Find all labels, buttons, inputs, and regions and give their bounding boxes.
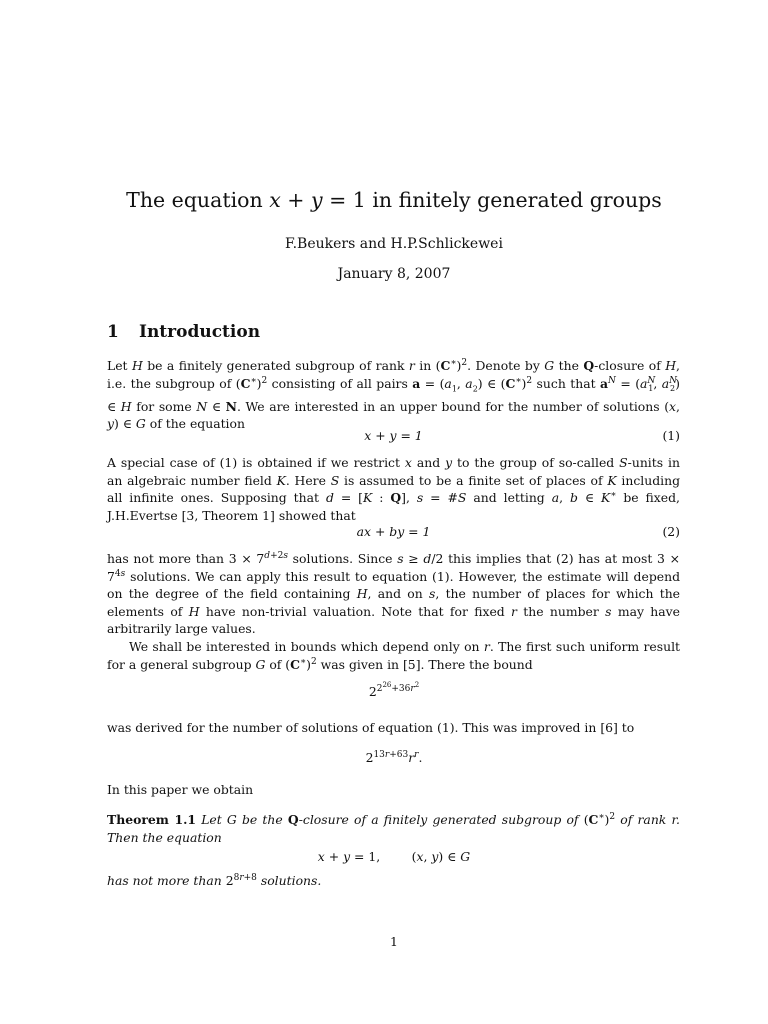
page-number: 1 [390,934,398,949]
theorem-block: Theorem 1.1 Let G be the Q-closure of a finitely generated subgroup of $(C^∗)^2$ of rank r. Then the equation [107,811,680,845]
section-heading [107,322,260,342]
bound-expression-2: $2^{13r+63}r^r$. [365,749,423,765]
theorem-equation: x + y = 1, (x, y) ∈ G [317,849,471,864]
equation-1-tag: (1) [662,428,680,443]
section-title: Introduction [139,322,261,342]
equation-1 [107,428,680,446]
paragraph-6: In this paper we obtain [107,782,254,797]
section-number: 1 [107,322,119,342]
paper-date: January 8, 2007 [337,266,451,282]
equation-2 [107,524,680,542]
equation-1-body: x + y = 1 [364,428,423,443]
paragraph-5: was derived for the number of solutions of equation (1). This was improved in [6] to [107,720,635,735]
paragraph-3: has not more than $3 \times 7^{d+2s}$ solutions. Since s ≥ d/2 this implies that (2) has at most $3 \times 7^{4s}$ solutions. We can apply this result to equation (1). However, the estimate will depend on the degree of the field containing H, and on s, the number of places for which the elements of H have non-trivial valuation. Note that for fixed r the number s may have arbitrarily large values. We shall be interested in bounds which depend only on r. The first such uniform result for a general subgroup G of $(C^∗)^2$ was given in [5]. There the bound [107,550,681,672]
paragraph-1: Let H be a finitely generated subgroup of rank r in $(C^∗)^2$. Denote by G the Q-closure of H, i.e. the subgroup of $(C^∗)^2$ consisting of all pairs $a = (a_1$, $a_2$) ∈ $(C^∗)^2$ such that $a^N = (a^N_1$, $a^N_2$) ∈ H for some N ∈ N. We are interested in an upper bound for the number of solutions (x, y) ∈ G of the equation [107,357,680,432]
bound-expression-1: $2^{2^{26}+36r^2}$ [368,680,420,699]
equation-2-body: ax + by = 1 [356,524,431,539]
theorem-label: Theorem 1.1 [107,812,197,827]
theorem-conclusion: has not more than $2^{8r+8}$ solutions. [107,872,322,888]
equation-2-tag: (2) [662,524,680,539]
paragraph-2: A special case of (1) is obtained if we restrict x and y to the group of so-called S-units in an algebraic number field K. Here S is assumed to be a finite set of places of K including all infinite ones. Supposing that d = [K : Q], s = #S and letting a, b ∈ K∗ be fixed, J.H.Evertse [3, Theorem 1] showed that [107,455,681,523]
paper-title: The equation x + y = 1 in finitely generated groups [126,188,662,212]
paper-authors: F.Beukers and H.P.Schlickewei [285,236,503,252]
